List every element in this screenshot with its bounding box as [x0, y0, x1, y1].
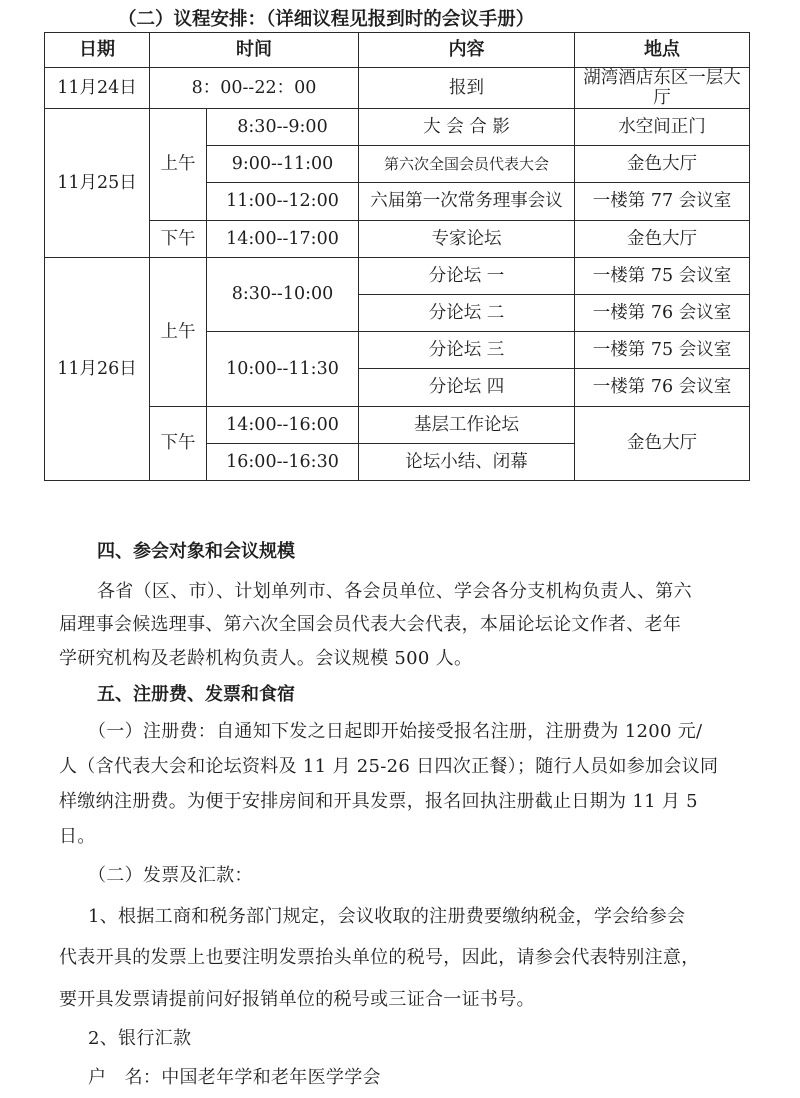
table-row — [45, 109, 750, 146]
content-cell: 专家论坛 — [359, 220, 575, 257]
header-place: 地点 — [575, 33, 750, 68]
place-cell: 湖湾酒店东区一层大厅 — [575, 68, 750, 109]
period-cell: 下午 — [150, 220, 207, 257]
content-cell: 六届第一次常务理事会议 — [359, 183, 575, 220]
place-cell: 一楼第 75 会议室 — [575, 332, 750, 369]
fee-line: 样缴纳注册费。为便于安排房间和开具发票，报名回执注册截止日期为 11 月 5 — [59, 791, 698, 812]
fee-line: 日。 — [59, 826, 96, 847]
section5-title: 五、注册费、发票和食宿 — [97, 684, 295, 705]
content-cell: 基层工作论坛 — [359, 406, 575, 443]
section4-line: 届理事会候选理事、第六次全国会员代表大会代表，本届论坛论文作者、老年 — [59, 614, 682, 635]
period-cell: 下午 — [150, 406, 207, 480]
content-cell: 分论坛 一 — [359, 257, 575, 294]
content-cell: 分论坛 四 — [359, 369, 575, 406]
place-cell: 一楼第 76 会议室 — [575, 294, 750, 331]
place-cell: 水空间正门 — [575, 109, 750, 146]
invoice-line: 代表开具的发票上也要注明发票抬头单位的税号，因此，请参会代表特别注意， — [59, 947, 700, 968]
table-header-row — [45, 33, 750, 68]
period-cell: 上午 — [150, 109, 207, 221]
place-cell: 一楼第 76 会议室 — [575, 369, 750, 406]
time-cell: 9:00--11:00 — [207, 146, 359, 183]
fee-line: 人（含代表大会和论坛资料及 11 月 25-26 日四次正餐）；随行人员如参加会议同 — [59, 756, 719, 777]
content-cell: 分论坛 三 — [359, 332, 575, 369]
invoice-line: 1、根据工商和税务部门规定，会议收取的注册费要缴纳税金，学会给参会 — [88, 906, 686, 927]
agenda-table — [44, 32, 750, 481]
section4-line: 学研究机构及老龄机构负责人。会议规模 500 人。 — [59, 648, 473, 669]
table-row — [45, 406, 750, 443]
date-cell: 11月25日 — [45, 109, 150, 258]
place-cell: 金色大厅 — [575, 146, 750, 183]
content-cell: 报到 — [359, 68, 575, 109]
place-cell: 金色大厅 — [575, 220, 750, 257]
time-cell: 16:00--16:30 — [207, 443, 359, 480]
content-cell: 第六次全国会员代表大会 — [359, 146, 575, 183]
content-cell: 大 会 合 影 — [359, 109, 575, 146]
time-cell: 8:30--10:00 — [207, 257, 359, 331]
date-cell: 11月26日 — [45, 257, 150, 480]
table-row — [45, 68, 750, 109]
agenda-heading: （二）议程安排：（详细议程见报到时的会议手册） — [118, 9, 535, 30]
table-row — [45, 257, 750, 294]
time-cell: 14:00--16:00 — [207, 406, 359, 443]
account-line: 户 名：中国老年学和老年医学学会 — [88, 1067, 381, 1088]
time-cell: 14:00--17:00 — [207, 220, 359, 257]
time-cell: 11:00--12:00 — [207, 183, 359, 220]
place-cell: 一楼第 77 会议室 — [575, 183, 750, 220]
time-cell: 10:00--11:30 — [207, 332, 359, 406]
bank-title: 2、银行汇款 — [88, 1028, 192, 1049]
content-cell: 分论坛 二 — [359, 294, 575, 331]
table-row — [45, 220, 750, 257]
header-date: 日期 — [45, 33, 150, 68]
date-cell: 11月24日 — [45, 68, 150, 109]
place-cell: 一楼第 75 会议室 — [575, 257, 750, 294]
content-cell: 论坛小结、闭幕 — [359, 443, 575, 480]
section4-line: 各省（区、市）、计划单列市、各会员单位、学会各分支机构负责人、第六 — [97, 581, 692, 602]
invoice-line: 要开具发票请提前问好报销单位的税号或三证合一证书号。 — [59, 989, 535, 1010]
invoice-title: （二）发票及汇款： — [88, 865, 253, 886]
fee-line: （一）注册费：自通知下发之日起即开始接受报名注册，注册费为 1200 元/ — [88, 721, 703, 742]
time-cell: 8：00--22：00 — [150, 68, 359, 109]
section4-title: 四、参会对象和会议规模 — [97, 541, 295, 562]
period-cell: 上午 — [150, 257, 207, 406]
header-time: 时间 — [150, 33, 359, 68]
header-content: 内容 — [359, 33, 575, 68]
time-cell: 8:30--9:00 — [207, 109, 359, 146]
place-cell: 金色大厅 — [575, 406, 750, 480]
